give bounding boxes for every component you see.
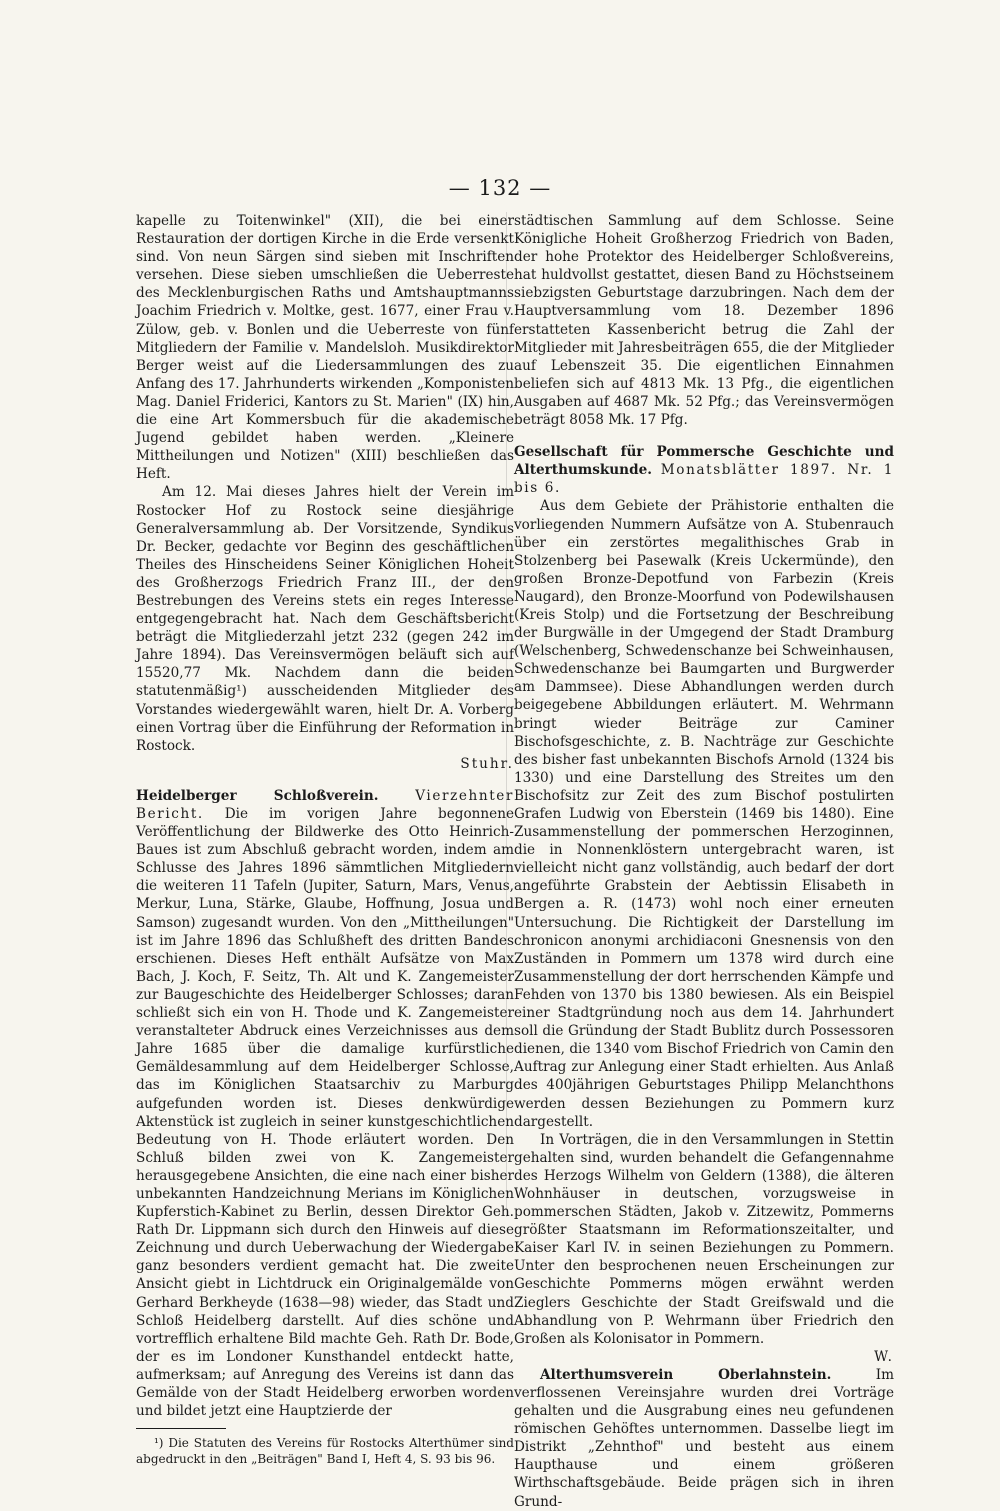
left-column <box>136 212 514 1467</box>
paragraph-right-3: In Vorträgen, die in den Versammlungen in Stettin gehalten sind, wurden behandelt die Gefangennahme des Herzogs Wilhelm von Geldern (1388), die älteren Wohnhäuser in deutschen, vorzugsweise in pommerschen Städten, Jakob v. Zitzewitz, Pommerns größter Staatsmann im Reformationszeitalter, und Kaiser Karl IV. in seinen Beziehungen zu Pommern. Unter den besprochenen neuen Erscheinungen zur Geschichte Pommerns mögen erwähnt werden Zieglers Geschichte der Stadt Greifswald und die Abhandlung von P. Wehrmann über Friedrich den Großen als Kolonisator in Pommern. <box>514 1131 894 1347</box>
paragraph-left-3: Die im vorigen Jahre begonnene Veröffentlichung der Bildwerke des Otto Heinrich-Baues ist zum Abschluß gebracht worden, indem am Schlusse des Jahres 1896 sämmtlichen Mitgliedern die weiteren 11 Tafeln (Jupiter, Saturn, Mars, Venus, Merkur, Luna, Stärke, Glaube, Hoffnung, Josua und Samson) zugesandt wurden. Von den „Mittheilungen" ist im Jahre 1896 das Schlußheft des dritten Bandes erschienen. Dieses Heft enthält Aufsätze von Max Bach, J. Koch, F. Seitz, Th. Alt und K. Zangemeister zur Baugeschichte des Heidelberger Schlosses; daran schließt sich ein von H. Thode und K. Zangemeister veranstalteter Abdruck eines Verzeichnisses aus dem Jahre 1685 über die damalige kurfürstliche Gemäldesammlung auf dem Heidelberger Schlosse, das im Königlichen Staatsarchiv zu Marburg aufgefunden worden ist. Dieses denkwürdige Aktenstück ist zugleich in seiner kunstgeschichtlichen Bedeutung von H. Thode erläutert worden. Den Schluß bilden zwei von K. Zangemeister herausgegebene Ansichten, die eine nach einer bisher unbekannten Handzeichnung Merians im Königlichen Kupferstich-Kabinet zu Berlin, dessen Direktor Geh. Rath Dr. Lippmann sich durch den Hinweis auf diese Zeichnung und durch Ueberwachung der Wiedergabe ganz besonders verdient gemacht hat. Die zweite Ansicht giebt in Lichtdruck ein Originalgemälde von Gerhard Berkheyde (1638—98) wieder, das Stadt und Schloß Heidelberg darstellt. Auf dies schöne und vortrefflich erhaltene Bild machte Geh. Rath Dr. Bode, der es im Londoner Kunsthandel entdeckt hatte, aufmerksam; auf Anregung des Vereins ist dann das Gemälde von der Stadt Heidelberg erworben worden und bildet jetzt eine Hauptzierde der <box>136 806 514 1420</box>
heading-subtitle-monatsblaetter: Monatsblätter 1897. Nr. 1 bis 6. <box>514 462 894 497</box>
signature-w: W. <box>874 1348 894 1365</box>
section-oberlahnstein <box>514 1366 894 1511</box>
paragraph-right-1: städtischen Sammlung auf dem Schlosse. Seine Königliche Hoheit Großherzog Friedrich von Baden, der hohe Protektor des Heidelberger Schloßvereins, hat huldvollst gestattet, diesen Band zu Höchstseinem siebzigsten Geburtstage darzubringen. Nach dem der Hauptversammlung vom 18. Dezember 1896 erstatteten Kassenbericht betrug die Zahl der Mitglieder mit Jahresbeiträgen 655, die der Mitglieder auf Lebenszeit 35. Die eigentlichen Einnahmen beliefen sich auf 4813 Mk. 13 Pfg., die eigentlichen Ausgaben auf 4687 Mk. 52 Pfg.; das Vereinsvermögen beträgt 8058 Mk. 17 Pfg. <box>514 213 894 429</box>
heading-alterthumsverein-oberlahnstein: Alterthumsverein Oberlahnstein. <box>540 1366 832 1383</box>
section-gap <box>136 773 514 787</box>
heading-heidelberger-schlossverein: Heidelberger Schloßverein. <box>136 787 379 804</box>
page-number: — 132 — <box>448 176 552 200</box>
heading-pommersche-gesellschaft: Gesellschaft für Pommersche Geschichte und Alterthumskunde. <box>514 444 894 479</box>
section-pommern <box>514 443 894 497</box>
footnote: ¹) Die Statuten des Vereins für Rostocks Alterthümer sind abgedruckt in den „Beiträgen" Band I, Heft 4, S. 93 bis 96. <box>136 1436 514 1467</box>
paragraph-right-4: Im verflossenen Vereinsjahre wurden drei Vorträge gehalten und die Ausgrabung eines neu gefundenen römischen Gehöftes unternommen. Dasselbe liegt im Distrikt „Zehnthof" und besteht aus einem Haupthause und einem größeren Wirthschaftsgebäude. Beide prägen sich in ihren Grund- <box>514 1366 894 1510</box>
section-heidelberg <box>136 787 514 1420</box>
section-gap <box>514 429 894 443</box>
paragraph-right-2: Aus dem Gebiete der Prähistorie enthalten die vorliegenden Nummern Aufsätze von A. Stubenrauch über ein zerstörtes megalithisches Grab in Stolzenberg bei Pasewalk (Kreis Uckermünde), den großen Bronze-Depotfund von Farbezin (Kreis Naugard), den Bronze-Moorfund von Podewilshausen (Kreis Stolp) und die Fortsetzung der Beschreibung der Burgwälle in der Umgegend der Stadt Dramburg (Welschenberg, Schwedenschanze bei Schweinhausen, Schwedenschanze bei Baumgarten und Burgwerder am Dammsee). Diese Abhandlungen werden durch beigegebene Abbildungen erläutert. M. Wehrmann bringt wieder Beiträge zur Caminer Bischofsgeschichte, z. B. Nachträge zur Geschichte des bisher fast unbekannten Bischofs Arnold (1324 bis 1330) und eine Darstellung des Streites um den Bischofsitz zur Zeit des zum Bischof postulirten Grafen Ludwig von Eberstein (1469 bis 1480). Eine Zusammenstellung der pommerschen Herzoginnen, die in Nonnenklöstern untergebracht waren, ist vielleicht nicht ganz vollständig, auch bedarf der dort angeführte Grabstein der Aebtissin Elisabeth in Bergen a. R. (1473) wohl noch einer erneuten Untersuchung. Die Richtigkeit der Darstellung im chronicon anonymi archidiaconi Gnesnensis von den Zuständen in Pommern um 1378 wird durch eine Zusammenstellung der dort herrschenden Kämpfe und Fehden von 1370 bis 1380 bewiesen. Als ein Beispiel einer Stadtgründung noch aus dem 14. Jahrhundert soll die Gründung der Stadt Bublitz durch Possessoren dienen, die 1340 vom Bischof Friedrich von Camin den Auftrag zur Anlegung einer Stadt erhielten. Aus Anlaß des 400jährigen Geburtstages Philipp Melanchthons werden dessen Beziehungen zu Pommern kurz dargestellt. <box>514 498 894 1130</box>
footnote-divider <box>136 1428 226 1429</box>
heading-subtitle-bericht: Vierzehnter Bericht. <box>136 787 515 822</box>
right-column <box>514 212 894 1511</box>
column-divider <box>506 212 507 1217</box>
signature-stuhr: Stuhr. <box>460 755 514 772</box>
paragraph-left-1: kapelle zu Toitenwinkel" (XII), die bei einer Restauration der dortigen Kirche in die Erde versenkt sind. Von neun Särgen sind sieben mit Inschriften versehen. Diese sieben umschließen die Ueberreste des Mecklenburgischen Raths und Amtshauptmanns Joachim Friedrich v. Moltke, gest. 1677, einer Frau v. Zülow, geb. v. Bonlen und die Ueberreste von fünf Mitgliedern der Familie v. Mandelsloh. Musikdirektor Berger weist auf die Liedersammlungen des zu Anfang des 17. Jahrhunderts wirkenden „Komponisten Mag. Daniel Friderici, Kantors zu St. Marien" (IX) hin, die eine Art Kommersbuch für die akademische Jugend gebildet haben werden. „Kleinere Mittheilungen und Notizen" (XIII) beschließen das Heft. <box>136 213 514 483</box>
paragraph-left-2: Am 12. Mai dieses Jahres hielt der Verein im Rostocker Hof zu Rostock seine diesjährige Generalversammlung ab. Der Vorsitzende, Syndikus Dr. Becker, gedachte vor Beginn des geschäftlichen Theiles des Hinscheidens Seiner Königlichen Hoheit des Großherzogs Friedrich Franz III., der den Bestrebungen des Vereins stets ein reges Interesse entgegengebracht hat. Nach dem Geschäftsbericht beträgt die Mitgliederzahl jetzt 232 (gegen 242 im Jahre 1894). Das Vereinsvermögen beläuft sich auf 15520,77 Mk. Nachdem dann die beiden statutenmäßig¹) ausscheidenden Mitglieder des Vorstandes wiedergewählt waren, hielt Dr. A. Vorberg einen Vortrag über die Einführung der Reformation in Rostock. <box>136 484 514 754</box>
